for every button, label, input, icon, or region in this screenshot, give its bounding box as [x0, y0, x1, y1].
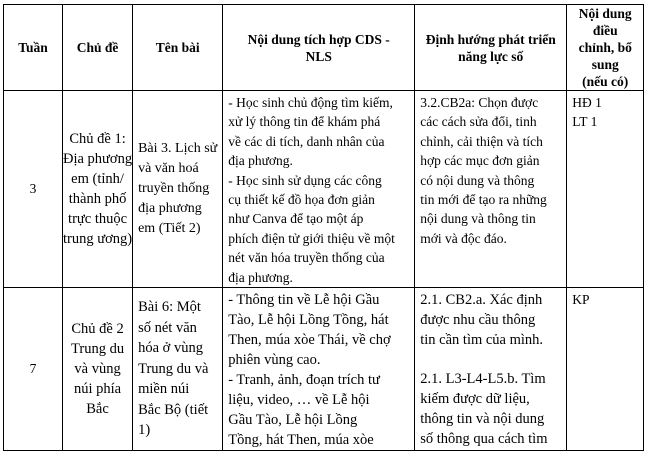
cell-dinh-huong: [415, 288, 567, 451]
text-line: LT 1: [572, 114, 598, 130]
text-line: 1): [138, 422, 151, 439]
cell-chu-de: [63, 91, 133, 288]
text-line: Bài 6: Một: [138, 299, 201, 316]
cell-dinh-huong: [415, 91, 567, 288]
text-line: núi phía: [73, 381, 122, 398]
header-chu-de: Chủ đề: [63, 5, 133, 91]
text-line: trực thuộc: [68, 211, 128, 228]
cell-dieu-chinh: [567, 91, 644, 288]
text-line: được nhu cầu thông: [420, 312, 536, 329]
text-line: em (tỉnh/: [71, 171, 124, 188]
header-ten-bai: Tên bài: [133, 5, 223, 91]
text-line: Gầu Tào, Lễ hội Lồng: [228, 412, 358, 429]
text-line: số nét văn: [138, 319, 197, 336]
cell-tuan: 3: [4, 91, 63, 288]
text-line: thông tin và nội dung: [420, 411, 545, 428]
text-line: thành phố: [68, 191, 127, 208]
text-line: như Canva để tạo một áp: [228, 211, 364, 227]
text-line: có nội dung và thông: [420, 172, 535, 188]
text-line: địa phương.: [228, 269, 293, 285]
text-line: nét văn hóa truyền thống của: [228, 250, 385, 266]
text-line: nội dung và thông tin: [420, 211, 536, 227]
header-noi-dung-tich-hop: [223, 5, 415, 91]
text-line: 2.1. L3-L4-L5.b. Tìm: [420, 371, 546, 388]
text-line: 2.1. CB2.a. Xác định: [420, 292, 543, 309]
text-line: Tồng, hát Then, múa xòe: [228, 432, 374, 449]
header-dieu-chinh: [567, 5, 644, 91]
text-line: hợp các mục đơn giản: [420, 153, 540, 169]
cell-ten-bai: [133, 288, 223, 451]
header-line: chỉnh, bổ: [578, 40, 632, 55]
header-tuan: Tuần: [4, 5, 63, 91]
text-line: HĐ 1: [572, 95, 602, 110]
blank-line: [420, 350, 561, 369]
header-line: NLS: [305, 48, 332, 64]
cell-noi-dung: [223, 91, 415, 288]
text-line: 3.2.CB2a: Chọn được: [420, 95, 539, 110]
text-line: Chủ đề 2: [71, 321, 124, 338]
header-line: Định hướng phát triển: [425, 31, 556, 47]
text-line: và văn hoá: [138, 161, 199, 177]
text-line: Then, múa xòe Thái, về chợ: [228, 332, 391, 349]
text-line: kiếm được dữ liệu,: [420, 391, 530, 408]
text-line: KP: [572, 292, 590, 308]
header-line: Nội dung tích hợp CDS -: [247, 31, 390, 47]
text-line: mới và độc đáo.: [420, 230, 507, 246]
header-line: năng lực số: [458, 48, 524, 64]
table-row: [4, 288, 644, 451]
lesson-plan-table: [3, 4, 644, 451]
text-line: miền núi: [138, 381, 190, 398]
text-line: các cách sửa đổi, tinh: [420, 114, 537, 130]
text-line: và vùng: [74, 361, 121, 378]
text-line: phích điện tử giới thiệu về một: [228, 230, 395, 246]
text-line: hóa ở vùng: [138, 340, 203, 357]
text-line: cụ thiết kế đồ họa đơn giản: [228, 192, 375, 208]
text-line: Bắc Bộ (tiết: [138, 401, 209, 418]
text-line: tin mới để tạo ra những: [420, 192, 547, 208]
text-line: - Thông tin về Lễ hội Gầu: [228, 292, 380, 309]
text-line: Trung du và: [138, 360, 209, 377]
text-line: về các di tích, danh nhân của: [228, 133, 385, 149]
header-line: Nội dung: [578, 6, 632, 21]
text-line: xử lý thông tin để khám phá: [228, 114, 381, 130]
table-row: [4, 91, 644, 288]
cell-ten-bai: [133, 91, 223, 288]
header-line: (nếu có): [582, 74, 629, 89]
text-line: địa phương: [138, 201, 202, 217]
text-line: truyền thống: [138, 181, 210, 197]
header-line: điều: [592, 23, 618, 38]
text-line: tin cần tìm của mình.: [420, 332, 544, 349]
header-line: sung: [591, 57, 619, 72]
cell-dieu-chinh: [567, 288, 644, 451]
text-line: Bắc: [86, 401, 109, 418]
text-line: trung ương): [63, 231, 133, 248]
text-line: địa phương.: [228, 153, 293, 169]
text-line: liệu, video, … về Lễ hội: [228, 392, 370, 409]
text-line: chỉnh, cải thiện và tích: [420, 133, 543, 149]
text-line: em (Tiết 2): [138, 221, 201, 237]
text-line: phiên vùng cao.: [228, 352, 321, 369]
text-line: - Học sinh sử dụng các công: [228, 172, 382, 188]
text-line: Chủ đề 1:: [69, 131, 126, 148]
header-row: [4, 5, 644, 91]
text-line: Bài 3. Lịch sử: [138, 141, 218, 157]
text-line: số thông qua cách tìm: [420, 431, 548, 448]
text-line: - Tranh, ảnh, đoạn trích tư: [228, 372, 380, 389]
cell-noi-dung: [223, 288, 415, 451]
cell-chu-de: [63, 288, 133, 451]
text-line: - Học sinh chủ động tìm kiếm,: [228, 95, 393, 110]
cell-tuan: 7: [4, 288, 63, 451]
header-dinh-huong: [415, 5, 567, 91]
text-line: Tào, Lễ hội Lồng Tồng, hát: [228, 312, 389, 329]
text-line: Trung du: [71, 341, 125, 358]
text-line: Địa phương: [63, 151, 133, 168]
